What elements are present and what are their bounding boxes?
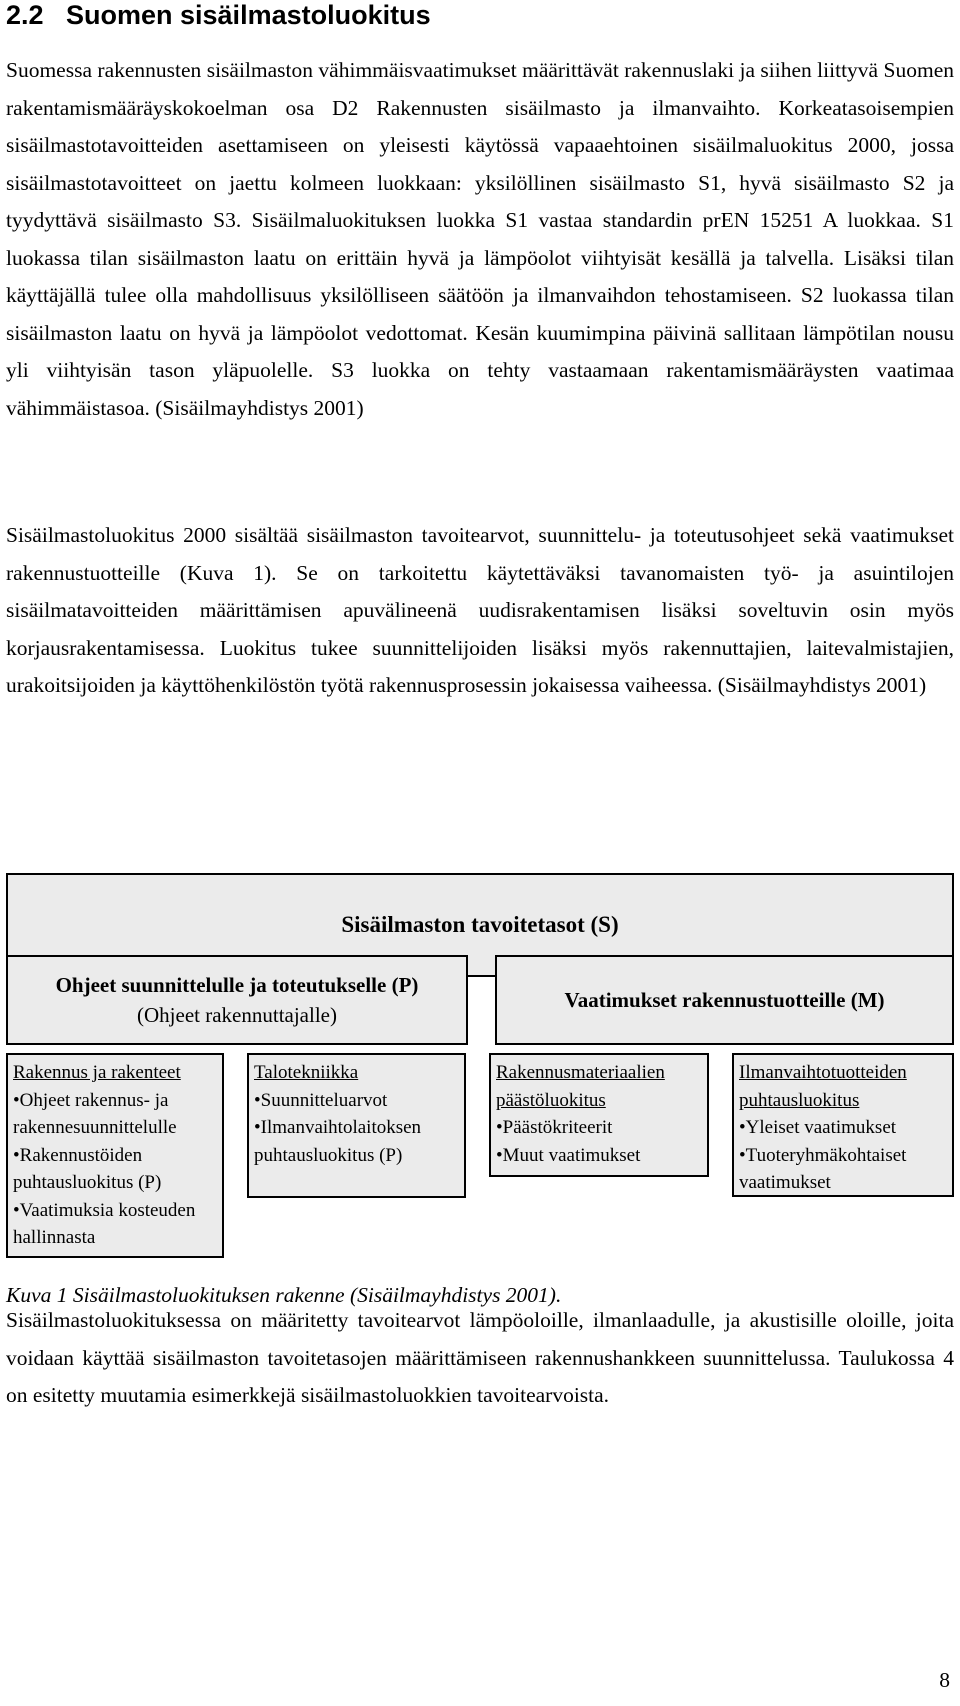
paragraph-2: Sisäilmastoluokitus 2000 sisältää sisäilmaston tavoitearvot, suunnittelu- ja toteutusohjeet sekä vaatimukset rakennustuotteille (Kuva 1). Se on tarkoitettu käytettäväksi tavanomaisten työ- ja asuintilojen sisäilmatavoitteiden määrittämisen apuvälineenä uudisrakentamisen lisäksi soveltuvin osin myös korjausrakentamisessa. Luokitus tukee suunnittelijoiden lisäksi myös rakennuttajien, laitevalmistajien, urakoitsijoiden ja käyttöhenkilöstön työtä rakennusprosessin jokaisessa vaiheessa. (Sisäilmayhdistys 2001) [6,523,954,697]
section-title: Suomen sisäilmastoluokitus [66,0,431,30]
sub-box-item: •Suunnitteluarvot [254,1089,388,1111]
guidelines-box [6,955,468,1045]
sub-box-item: •Vaatimuksia kosteuden hallinnasta [13,1199,196,1248]
sub-box-ventilation-products [732,1053,954,1197]
sub-box-materials [489,1053,709,1177]
section-number: 2.2 [6,0,44,30]
requirements-box [495,955,954,1045]
sub-box-heading: Rakennus ja rakenteet [13,1062,181,1083]
sub-box-item: •Ohjeet rakennus- ja rakennesuunnittelulle [13,1089,177,1138]
figure-top-title: Sisäilmaston tavoitetasot (S) [341,912,619,937]
page-number: 8 [939,1668,950,1692]
sub-box-item: •Rakennustöiden puhtausluokitus (P) [13,1144,162,1193]
paragraph-3: Sisäilmastoluokituksessa on määritetty tavoitearvot lämpöoloille, ilmanlaadulle, ja akustisille oloille, joita voidaan käyttää sisäilmaston tavoitetasojen määrittämiseen rakennushankkeen suunnittelussa. Taulukossa 4 on esitetty muutamia esimerkkejä sisäilmastoluokkien tavoitearvoista. [6,1308,954,1407]
sub-box-item: •Päästökriteerit [496,1117,613,1138]
sub-box-heading: Ilmanvaihtotuotteiden puhtausluokitus [739,1062,907,1111]
guidelines-subtitle: (Ohjeet rakennuttajalle) [137,1003,337,1027]
sub-box-building [6,1053,224,1258]
figure-caption: Kuva 1 Sisäilmastoluokituksen rakenne (Sisäilmayhdistys 2001). [6,1283,562,1307]
guidelines-title: Ohjeet suunnittelulle ja toteutukselle (P) [55,973,419,997]
requirements-title: Vaatimukset rakennustuotteille (M) [564,987,885,1012]
sub-box-building-services [247,1053,466,1198]
sub-box-item: •Ilmanvaihtolaitoksen puhtausluokitus (P) [254,1117,422,1166]
sub-box-heading: Rakennusmateriaalien päästöluokitus [496,1062,665,1111]
sub-box-item: •Yleiset vaatimukset [739,1117,897,1138]
sub-box-item: •Tuoteryhmäkohtaiset vaatimukset [739,1144,907,1193]
paragraph-1: Suomessa rakennusten sisäilmaston vähimmäisvaatimukset määrittävät rakennuslaki ja siihen liittyvä Suomen rakentamismääräyskokoelman osa D2 Rakennusten sisäilmasto ja ilmanvaihto. Korkeatasoisempien sisäilmastotavoitteiden asettamiseen on yleisesti käytössä vapaaehtoinen sisäilmaluokitus 2000, jossa sisäilmastotavoitteet on jaettu kolmeen luokkaan: yksilöllinen sisäilmasto S1, hyvä sisäilmasto S2 ja tyydyttävä sisäilmasto S3. Sisäilmaluokituksen luokka S1 vastaa standardin prEN 15251 A luokkaa. S1 luokassa tilan sisäilmaston laatu on erittäin hyvä ja lämpöolot viihtyisät kesällä ja talvella. Lisäksi tilan käyttäjällä tulee olla mahdollisuus yksilölliseen säätöön ja ilmanvaihdon tehostamiseen. S2 luokassa tilan sisäilmaston laatu on hyvä ja lämpöolot vedottomat. Kesän kuumimpina päivinä sallitaan lämpötilan nousu yli viihtyisän tason yläpuolelle. S3 luokka on tehty vastaamaan rakentamismääräysten vaatimaa vähimmäistasoa. (Sisäilmayhdistys 2001) [6,58,954,420]
sub-box-heading: Talotekniikka [254,1062,359,1083]
section-heading [6,0,431,30]
sub-box-item: •Muut vaatimukset [496,1144,641,1166]
